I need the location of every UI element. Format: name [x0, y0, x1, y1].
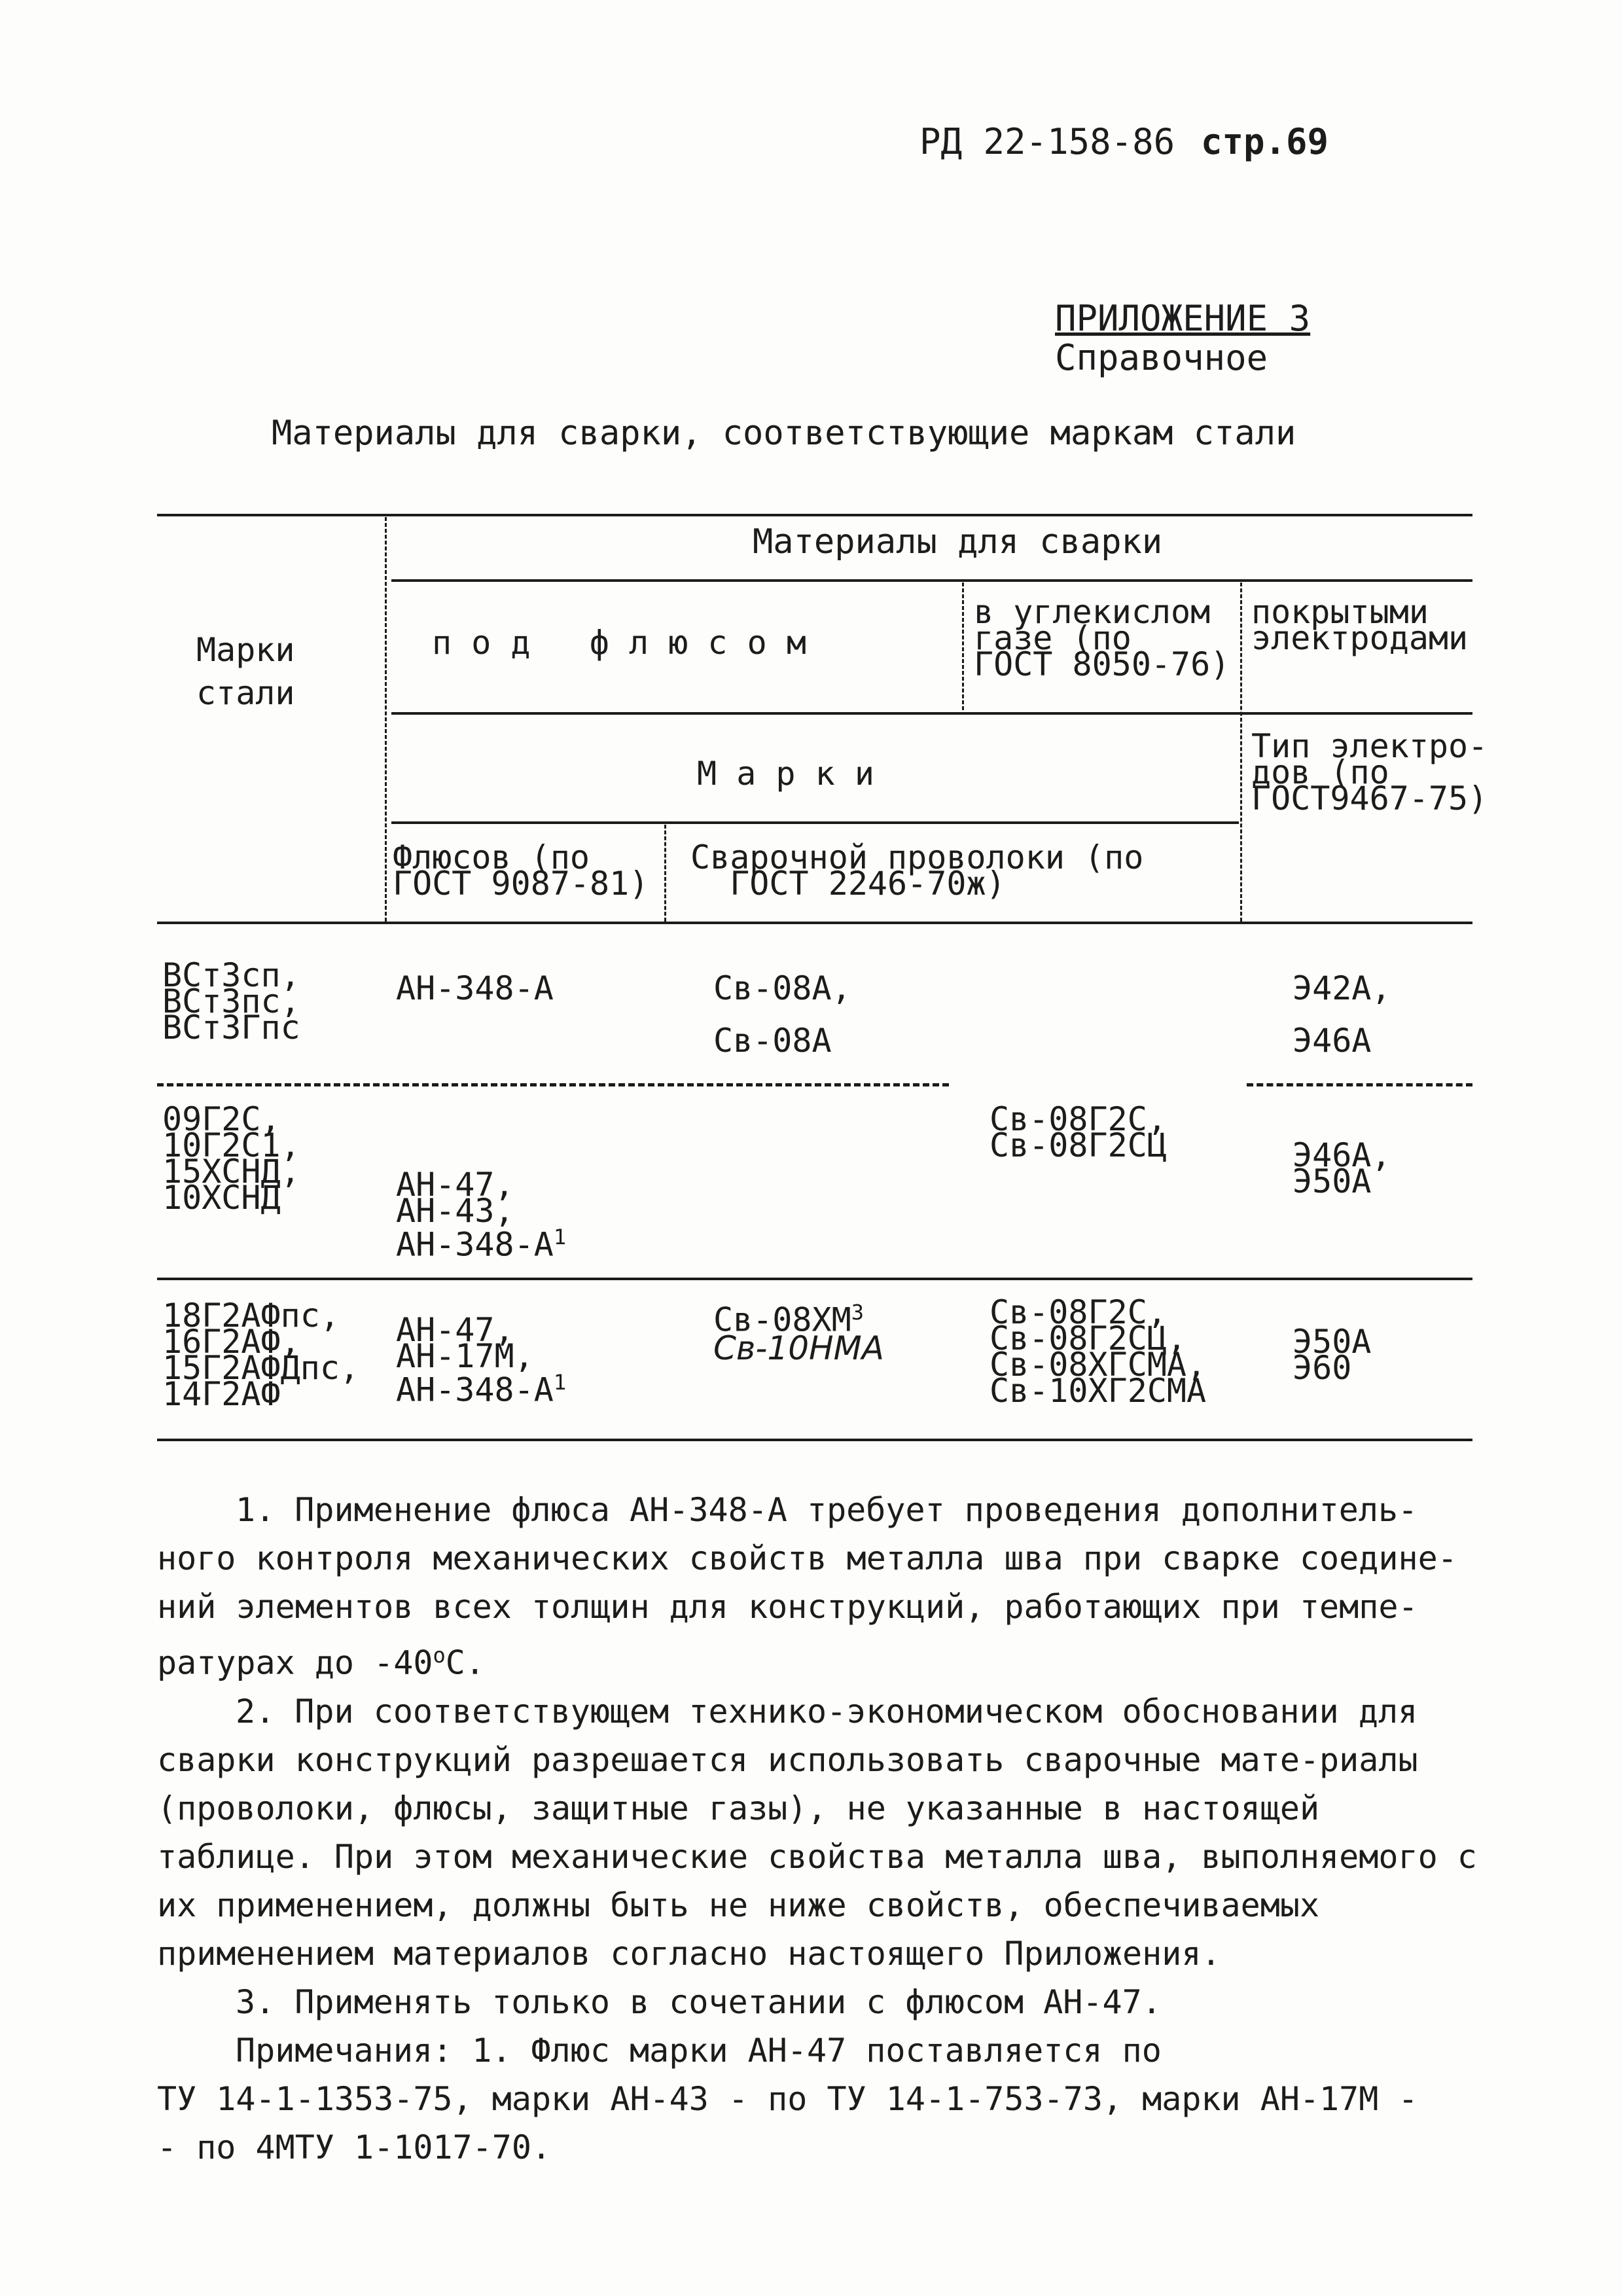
appendix-title: ПРИЛОЖЕНИЕ 3 — [1055, 298, 1311, 339]
table-top-rule — [157, 514, 1472, 516]
row2-flux-note: 1 — [553, 1225, 567, 1249]
row3-co2: Св-08Г2С, Св-08Г2СЦ, Св-08ХГСМА, Св-10ХГ2СМА — [990, 1293, 1207, 1410]
row1-flux: АН-348-А — [396, 969, 554, 1007]
row2-flux: АН-47, АН-43, $АН-348-А^1$ — [396, 1166, 567, 1264]
header-electrode-type: Тип электро- дов (по ГОСТ9467-75) — [1251, 727, 1488, 817]
row1-electrode: Э42А, Э46А — [1293, 969, 1391, 1060]
row3-flux-note: 1 — [553, 1370, 567, 1395]
header-rule-2 — [391, 712, 1472, 715]
table-caption: Материалы для сварки, соответствующие маркам стали — [272, 414, 1296, 453]
row1-wire: Св-08А, Св-08А — [713, 969, 851, 1060]
page-number: стр.69 — [1201, 121, 1329, 162]
header-rule-1 — [391, 579, 1472, 582]
col-divider-electrodes — [1240, 583, 1242, 922]
note-2: 2. При соответствующем технико-экономическом обосновании для сварки конструкций разрешается использовать сварочные мате-риалы (проволоки, флюсы, защитные газы), не указанные в настоящей таблице. При этом механические свойства металла шва, выполняемого с их применением, должны быть не ниже свойств, обеспечиваемых применением материалов согласно настоящего Приложения. — [157, 1692, 1477, 1973]
note-3: 3. Применять только в сочетании с флюсом АН-47. — [236, 1982, 1162, 2021]
col-divider-steel — [385, 517, 387, 922]
note-1: 1. Применение флюса АН-348-А требует проведения дополнитель-ного контроля механических свойств металла шва при сварке соедине-ний элементов всех толщин для конструкций, работающих при темпе-ратурах до -40$^o$С. — [157, 1491, 1457, 1682]
row-divider-1b — [1247, 1083, 1472, 1086]
row2-co2: Св-08Г2С, Св-08Г2СЦ — [990, 1100, 1167, 1164]
header-materials: Материалы для сварки — [753, 522, 1163, 562]
header-steel-grades: Марки стали — [196, 631, 295, 712]
row-divider-1a — [157, 1083, 949, 1086]
remark-line-3: - по 4МТУ 1-1017-70. — [157, 2128, 552, 2166]
row1-steel: ВСт3сп, ВСт3пс, ВСт3Гпс — [162, 956, 300, 1047]
header-flux: Флюсов (по ГОСТ 9087-81) — [393, 838, 649, 903]
row2-steel: 09Г2С, 10Г2С1, 15ХСНД, 10ХСНД — [162, 1100, 300, 1217]
header-bottom-rule — [157, 922, 1472, 924]
header-co2: в углекислом газе (по ГОСТ 8050-76) — [974, 593, 1230, 683]
header-rule-3 — [391, 821, 1239, 824]
remark-line-1: Примечания: 1. Флюс марки АН-47 поставляется по — [236, 2031, 1162, 2070]
row3-flux: АН-47, АН-17М, $АН-348-А^1$ — [396, 1311, 567, 1409]
row2-electrode: Э46А, Э50А — [1293, 1136, 1391, 1200]
row3-steel: 18Г2АФпс, 16Г2АФ, 15Г2АФДпс, 14Г2АФ — [162, 1297, 360, 1413]
appendix-kind: Справочное — [1055, 337, 1268, 378]
header-under-flux: п о д ф л ю с о м — [432, 624, 806, 662]
row-divider-2 — [157, 1278, 1472, 1280]
notes — [157, 1486, 1479, 2172]
table-bottom-rule — [157, 1439, 1472, 1441]
row3-electrode: Э50А Э60 — [1293, 1323, 1372, 1387]
header-grades: М а р к и — [697, 755, 874, 793]
degree-sign: o — [433, 1643, 446, 1668]
header-electrodes: покрытыми электродами — [1251, 593, 1469, 657]
remark-line-2: ТУ 14-1-1353-75, марки АН-43 - по ТУ 14-1-753-73, марки АН-17М - — [157, 2079, 1418, 2118]
row3-wire-note: 3 — [851, 1300, 864, 1325]
col-divider-co2 — [962, 583, 964, 710]
document-code: РД 22-158-86 — [919, 121, 1175, 162]
row3-wire-handwritten: Св-10НМА — [713, 1329, 884, 1367]
col-divider-flux — [664, 825, 666, 922]
row3-wire-typed: $Св-08ХМ^3$ — [713, 1300, 864, 1339]
header-wire: Сварочной проволоки (по ГОСТ 2246-70ж) — [690, 838, 1144, 903]
